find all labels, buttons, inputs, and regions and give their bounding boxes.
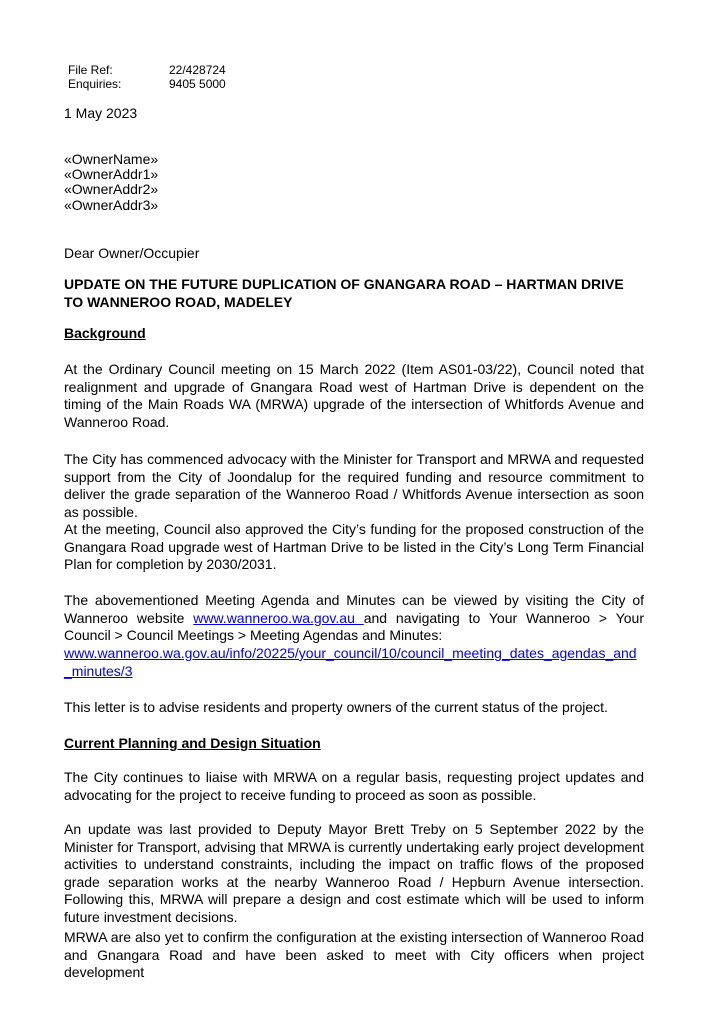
background-para-5: This letter is to advise residents and property owners of the current status of the project. (64, 699, 608, 715)
salutation: Dear Owner/Occupier (64, 245, 200, 261)
address-line: «OwnerName» (64, 151, 159, 167)
address-line: «OwnerAddr2» (64, 181, 159, 198)
enquiries-row (68, 77, 226, 91)
file-ref-row (68, 63, 226, 77)
para-4-tail: and navigating to Your Wanneroo > Your Council > Council Meetings > Meeting Agendas and Minutes: (64, 609, 644, 644)
planning-para-1: The City continues to liaise with MRWA on a regular basis, requesting project updates and advocating for the project to receive funding to proceed as soon as possible. (64, 769, 644, 803)
address-line: «OwnerAddr1» (64, 166, 159, 183)
subject-heading: UPDATE ON THE FUTURE DUPLICATION OF GNANGARA ROAD – HARTMAN DRIVE TO WANNEROO ROAD, MADELEY (64, 276, 624, 310)
planning-para-2: An update was last provided to Deputy Mayor Brett Treby on 5 September 2022 by the Minister for Transport, advising that MRWA is currently undertaking early project development activities to understand constraints, including the impact on traffic flows of the proposed grade separation works at the nearby Wanneroo Road / Hepburn Avenue intersection. Following this, MRWA will prepare a design and cost estimate which will be used to inform future investment decisions. (64, 821, 644, 925)
enquiries-value: 9405 5000 (169, 77, 226, 91)
wanneroo-website-link[interactable]: www.wanneroo.wa.gov.au (193, 609, 364, 626)
letter-date: 1 May 2023 (64, 105, 138, 121)
background-para-4 (64, 592, 644, 645)
planning-para-3: MRWA are also yet to confirm the configuration at the existing intersection of Wanneroo Road and Gnangara Road and have been asked to meet with City officers when project development (64, 929, 644, 981)
file-ref-value: 22/428724 (169, 63, 226, 77)
background-heading: Background (64, 325, 146, 341)
enquiries-label: Enquiries: (68, 77, 122, 91)
background-para-1: At the Ordinary Council meeting on 15 March 2022 (Item AS01-03/22), Council noted that realignment and upgrade of Gnangara Road west of Hartman Drive is dependent on the timing of the Main Roads WA (MRWA) upgrade of the intersection of Whitfords Avenue and Wanneroo Road. (64, 361, 644, 430)
agendas-minutes-link[interactable]: www.wanneroo.wa.gov.au/info/20225/your_council/10/council_meeting_dates_agendas_and_minutes/3 (64, 645, 637, 679)
file-ref-label: File Ref: (68, 63, 113, 77)
background-para-2: The City has commenced advocacy with the Minister for Transport and MRWA and requested support from the City of Joondalup for the required funding and resource commitment to deliver the grade separation of the Wanneroo Road / Whitfords Avenue intersection as soon as possible. (64, 451, 644, 520)
para-4-lead: The abovementioned Meeting Agenda and Minutes can be viewed by visiting the City of Wanneroo website (64, 592, 644, 626)
address-line: «OwnerAddr3» (64, 196, 159, 213)
agendas-url-block (64, 645, 644, 680)
background-para-3: At the meeting, Council also approved the City’s funding for the proposed construction of the Gnangara Road upgrade west of Hartman Drive to be listed in the City’s Long Term Financial Plan for completion by 2030/2031. (64, 521, 644, 573)
reference-block (68, 63, 226, 91)
address-block (64, 152, 158, 213)
planning-heading: Current Planning and Design Situation (64, 735, 321, 751)
